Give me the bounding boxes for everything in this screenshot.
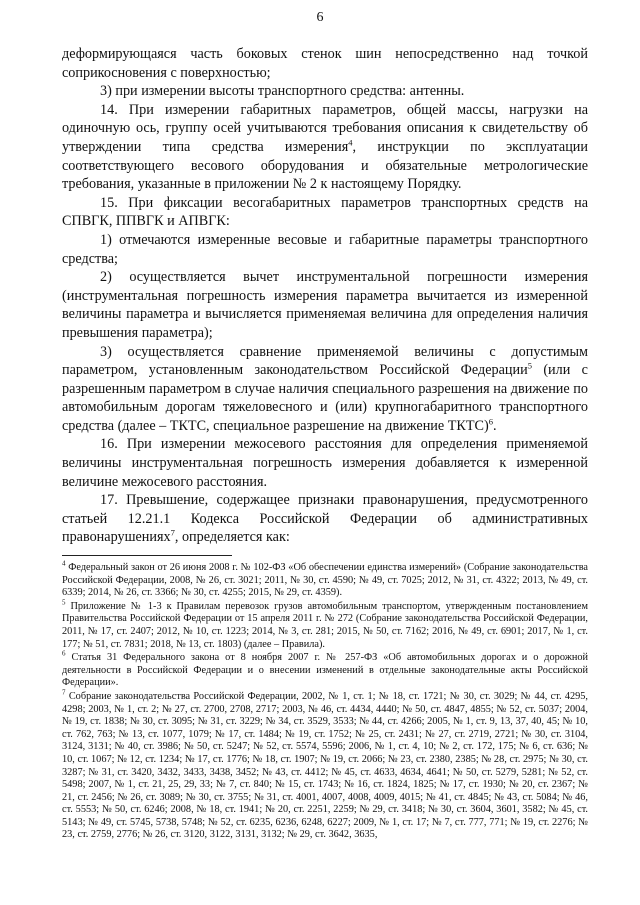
paragraph-14: 14. При измерении габаритных параметров, общей массы, нагрузки на одиночную ось, группу осей учитываются требования описания к свидетельству об утверждении типа средства измерения$^4$, инструкции по эксплуатации соответствующего весового оборудования и обязательные метрологические требования, указанные в приложении № 2 к настоящему Порядку. xyxy=(62,101,588,193)
page-number: 6 xyxy=(316,10,324,25)
footnote-7: $^7$ Собрание законодательства Российской Федерации, 2002, № 1, ст. 1; № 18, ст. 1721; № 30, ст. 3029; № 44, ст. 4295, 4298; 2003, № 1, ст. 2; № 27, ст. 2700, 2708, 2717; 2003, № 46, ст. 4434, 4440; № 50, ст. 4847, 4855; № 52, ст. 5037; 2004, № 19, ст. 1838; № 30, ст. 3095; № 31, ст. 3229; № 34, ст. 3529, 3533; № 44, ст. 4266; 2005, № 1, ст. 9, 13, 37, 40, 45; № 10, ст. 762, 763; № 13, ст. 1077, 1079; № 17, ст. 1484; № 19, ст. 1752; № 25, ст. 2431; № 27, ст. 2719, 2721; № 30, ст. 3104, 3124, 3131; № 40, ст. 3986; № 50, ст. 5247; № 52, ст. 5574, 5596; 2006, № 1, ст. 4, 10; № 2, ст. 172, 175; № 6, ст. 636; № 10, ст. 1067; № 12, ст. 1234; № 17, ст. 1776; № 18, ст. 1907; № 19, ст. 2066; № 23, ст. 2380, 2385; № 28, ст. 2975; № 30, ст. 3287; № 31, ст. 3420, 3432, 3433, 3438, 3452; № 43, ст. 4412; № 45, ст. 4633, 4634, 4641; № 50, ст. 5279, 5281; № 52, ст. 5498; 2007, № 1, ст. 21, 25, 29, 33; № 7, ст. 840; № 15, ст. 1743; № 16, ст. 1824, 1825; № 17, ст. 1930; № 20, ст. 2367; № 21, ст. 2456; № 26, ст. 3089; № 30, ст. 3755; № 31, ст. 4001, 4007, 4008, 4009, 4015; № 41, ст. 4845; № 43, ст. 5084; № 46, ст. 5553; № 50, ст. 6246; 2008, № 18, ст. 1941; № 20, ст. 2251, 2259; № 29, ст. 3418; № 30, ст. 3604, 3601, 3582; № 45, ст. 5143; № 49, ст. 5745, 5738, 5748; № 52, ст. 6235, 6236, 6248, 6227; 2009, № 1, ст. 17; № 7, ст. 777, 771; № 19, ст. 2276; № 23, ст. 2759, 2776; № 26, ст. 3120, 3122, 3131, 3132; № 29, ст. 3642, 3635, xyxy=(62,688,589,841)
document-body xyxy=(62,45,588,547)
paragraph: 2) осуществляется вычет инструментальной погрешности измерения (инструментальная погрешность измерения параметра вычитается из измеренной величины параметра и вычисляется применяемая величина для определения наличия превышения параметра); xyxy=(62,269,588,341)
paragraph: 3) при измерении высоты транспортного средства: антенны. xyxy=(100,83,465,100)
footnote-6: $^6$ Статья 31 Федерального закона от 8 ноября 2007 г. № 257-ФЗ «Об автомобильных дорогах и о дорожной деятельности в Российской Федерации и о внесении изменений в отдельные законодательные акты Российской Федерации». xyxy=(62,649,589,689)
footnote-ref-5[interactable]: 5 xyxy=(527,360,532,371)
footnote-ref-4[interactable]: 4 xyxy=(348,137,353,148)
footnote-separator xyxy=(62,555,232,556)
paragraph-15: 15. При фиксации весогабаритных параметров транспортных средств на СПВГК, ППВГК и АПВГК: xyxy=(62,194,588,230)
footnote-ref-7[interactable]: 7 xyxy=(170,527,175,538)
paragraph-17: 17. Превышение, содержащее признаки правонарушения, предусмотренного статьей 12.21.1 Кодекса Российской Федерации об административных правонарушениях$^7$, определяется как: xyxy=(62,492,588,546)
paragraph: 1) отмечаются измеренные весовые и габаритные параметры транспортного средства; xyxy=(62,231,588,267)
footnotes xyxy=(62,559,589,843)
paragraph: 3) осуществляется сравнение применяемой величины с допустимым параметром, установленным законодательством Российской Федерации$^5$ (или с разрешенным параметром в случае наличия специального разрешения на движение по автомобильным дорогам тяжеловесного и (или) крупногабаритного транспортного средства (далее – ТКТС, специальное разрешение на движение ТКТС)$^6$. xyxy=(62,343,588,434)
footnote-ref-6[interactable]: 6 xyxy=(488,416,493,427)
footnote-4: $^4$ Федеральный закон от 26 июня 2008 г. № 102-ФЗ «Об обеспечении единства измерений» (Собрание законодательства Российской Федерации, 2008, № 26, ст. 3021; 2011, № 30, ст. 4590; № 49, ст. 7025; 2012, № 31, ст. 4322; 2013, № 49, ст. 6339; 2014, № 26, ст. 3366; № 30, ст. 4255; 2015, № 29, ст. 4359). xyxy=(62,559,589,599)
footnote-5: $^5$ Приложение № 1-3 к Правилам перевозок грузов автомобильным транспортом, утвержденным постановлением Правительства Российской Федерации от 15 апреля 2011 г. № 272 (Собрание законодательства Российской Федерации, 2011, № 17, ст. 2407; 2012, № 10, ст. 1223; 2014, № 3, ст. 281; 2015, № 50, ст. 7162; 2016, № 49, ст. 6901; 2017, № 1, ст. 177; № 51, ст. 7831; 2018, № 13, ст. 1803) (далее – Правила). xyxy=(62,598,588,650)
paragraph-16: 16. При измерении межосевого расстояния для определения применяемой величины инструментальная погрешность измерения добавляется к измеренной величине межосевого расстояния. xyxy=(62,436,588,490)
paragraph: деформирующаяся часть боковых стенок шин непосредственно над точкой соприкосновения с поверхностью; xyxy=(62,46,588,81)
